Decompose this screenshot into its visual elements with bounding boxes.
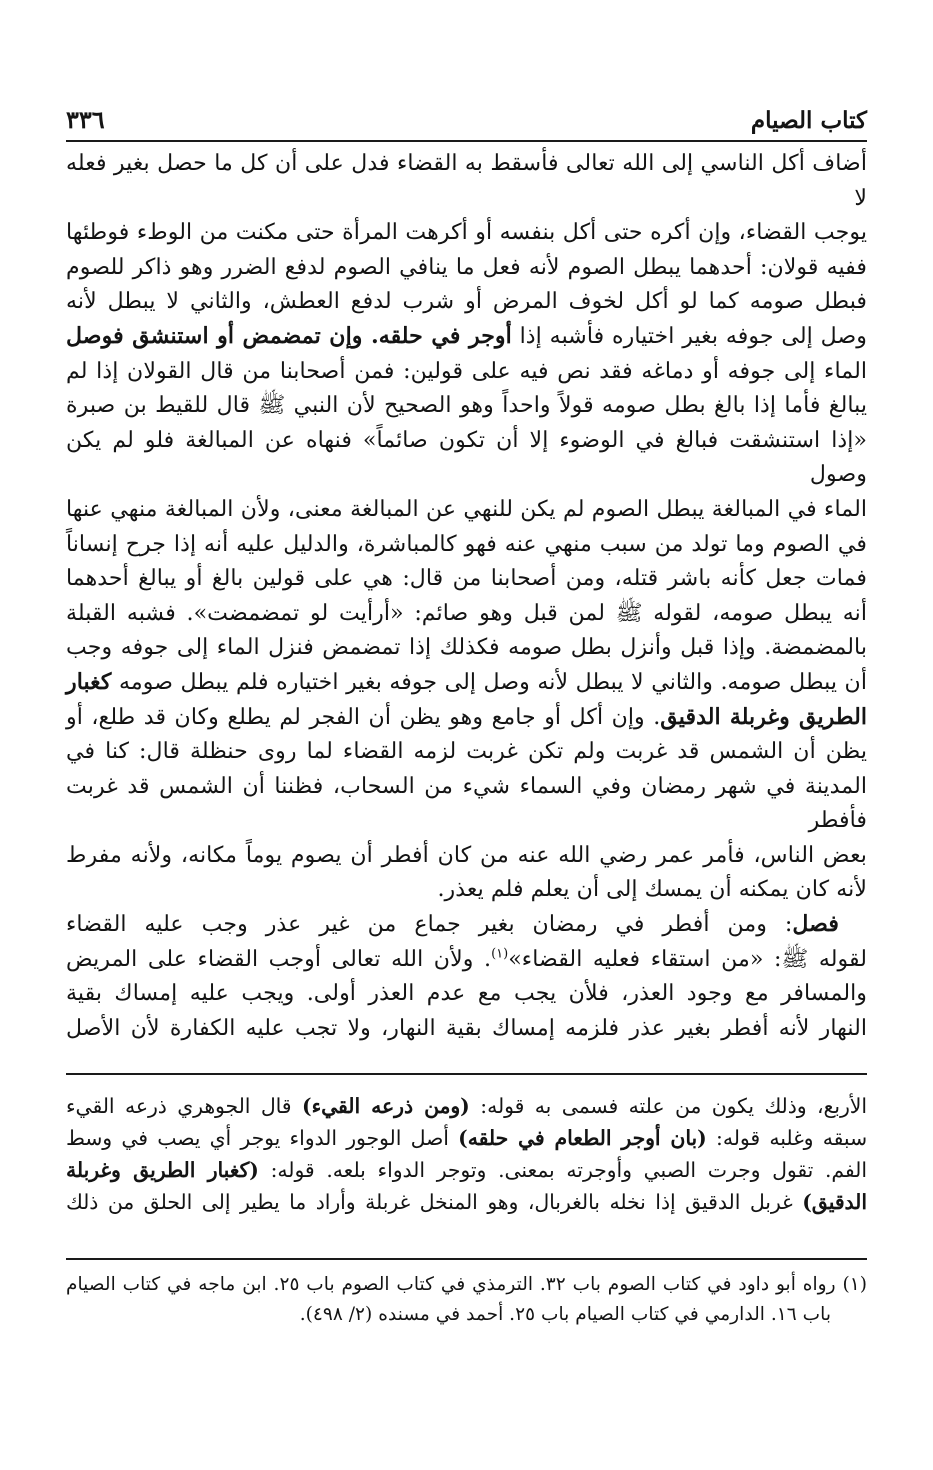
main-text-line: يظن أن الشمس قد غربت ولم تكن غربت لزمه القضاء لما روى حنظلة قال: كنا في bbox=[66, 738, 867, 765]
main-text-line: ففيه قولان: أحدهما يبطل الصوم لأنه فعل ما ينافي الصوم لدفع الضرر وهو ذاكر للصوم bbox=[66, 253, 867, 280]
main-text-line: فبطل صومه كما لو أكل لخوف المرض أو شرب لدفع العطش، والثاني لا يبطل لأنه bbox=[66, 288, 867, 315]
main-text-line: بالمضمضة. وإذا قبل وأنزل بطل صومه فكذلك إذا تمضمض فنزل الماء إلى جوفه وجب bbox=[66, 634, 867, 661]
main-text-line: الماء في المبالغة يبطل الصوم لم يكن للنهي عن المبالغة معنى، ولأن المبالغة منهي عنها bbox=[66, 495, 867, 522]
text-run: غربل الدقيق إذا نخله بالغربال، وهو المنخل غربلة وأراد ما يطير إلى الحلق من ذلك bbox=[66, 1190, 803, 1214]
section-label: فصل bbox=[792, 911, 839, 938]
header-divider bbox=[66, 140, 867, 142]
note-line bbox=[66, 1186, 867, 1218]
main-text-line: بعض الناس، فأمر عمر رضي الله عنه من كان أفطر أن يصوم يوماً مكانه، ولأنه مفرط bbox=[66, 841, 867, 868]
commentary-notes bbox=[66, 1090, 867, 1218]
footnote-ref[interactable]: (١) bbox=[491, 946, 509, 962]
bold-term: الطريق وغربلة الدقيق bbox=[660, 703, 867, 730]
text-run: الأربع، وذلك يكون من علته فسمى به قوله: bbox=[469, 1094, 867, 1118]
text-run: . وإن أكل أو جامع وهو يظن أن الفجر لم يطلع وكان قد طلع، أو bbox=[66, 703, 661, 730]
main-text-line: فمات جعل كأنه باشر قتله، ومن أصحابنا من قال: هي على قولين بالغ أو يبالغ أحدهما bbox=[66, 565, 867, 592]
main-text-line bbox=[66, 665, 867, 700]
bold-term: الدقيق) bbox=[802, 1190, 867, 1214]
section-line bbox=[66, 942, 867, 977]
bold-term: (بان أوجر الطعام في حلقه) bbox=[458, 1126, 707, 1150]
text-run: سبقه وغلبه قوله: bbox=[706, 1126, 868, 1150]
note-line bbox=[66, 1122, 867, 1154]
main-text-line: أضاف أكل الناسي إلى الله تعالى فأسقط به القضاء فدل على أن كل ما حصل بغير فعله لا bbox=[66, 150, 867, 211]
section-line: النهار لأنه أفطر بغير عذر فلزمه إمساك بقية النهار، ولا تجب عليه الكفارة لأن الأصل bbox=[66, 1014, 867, 1041]
page-number: ٣٣٦ bbox=[66, 105, 105, 134]
text-run: الفم. تقول وجرت الصبي وأوجرته بمعنى. وتوجر الدواء بلعه. قوله: bbox=[258, 1158, 867, 1182]
main-text bbox=[66, 146, 867, 1045]
section-line: والمسافر مع وجود العذر، فلأن يجب مع عدم العذر أولى. ويجب عليه إمساك بقية bbox=[66, 980, 867, 1007]
footnote-text: رواه أبو داود في كتاب الصوم باب ٣٢. الترمذي في كتاب الصوم باب ٢٥. ابن ماجه في كتاب الصيام bbox=[66, 1274, 836, 1295]
running-title: كتاب الصيام bbox=[750, 107, 867, 134]
main-text-line: يبالغ فأما إذا بالغ بطل صومه قولاً واحداً وهو الصحيح لأن النبي ﷺ قال للقيط بن صبرة bbox=[66, 392, 867, 419]
main-text-line: المدينة في شهر رمضان وفي السماء شيء من السحاب، فظننا أن الشمس قد غربت فأفطر bbox=[66, 772, 867, 834]
text-run: وصل إلى جوفه بغير اختياره فأشبه إذا bbox=[511, 322, 867, 349]
footnotes bbox=[66, 1270, 867, 1330]
text-run: أصل الوجور الدواء يوجر أي يصب في وسط bbox=[66, 1126, 459, 1150]
text-run: أن يبطل صومه. والثاني لا يبطل لأنه وصل إلى جوفه بغير اختياره فلم يبطل صومه bbox=[111, 668, 867, 695]
text-run: . ولأن الله تعالى أوجب القضاء على المريض bbox=[66, 945, 492, 972]
main-text-line: الماء إلى جوفه أو دماغه فقد نص فيه على قولين: فمن أصحابنا من قال القولان إذا لم bbox=[66, 357, 867, 384]
note-line bbox=[66, 1154, 867, 1186]
main-text-line: أنه يبطل صومه، لقوله ﷺ لمن قبل وهو صائم: «أرأيت لو تمضمضت». فشبه القبلة bbox=[66, 599, 867, 626]
main-text-line bbox=[66, 319, 867, 354]
note-line bbox=[66, 1090, 867, 1122]
main-text-line: «إذا استنشقت فبالغ في الوضوء إلا أن تكون صائماً» فنهاه عن المبالغة فلو لم يكن وصول bbox=[66, 426, 867, 488]
footnote-divider bbox=[66, 1258, 867, 1260]
text-run: : ومن أفطر في رمضان بغير جماع من غير عذر وجب عليه القضاء bbox=[66, 911, 793, 938]
page-header bbox=[66, 100, 867, 134]
text-run: قال الجوهري ذرعه القيء bbox=[66, 1094, 302, 1118]
footnote-marker: (١) bbox=[842, 1274, 867, 1295]
bold-term: (ومن ذرعه القيء) bbox=[301, 1094, 470, 1118]
footnote-item bbox=[66, 1270, 867, 1330]
footnote-line bbox=[66, 1270, 867, 1300]
bold-term: كغبار bbox=[66, 668, 112, 695]
text-run: لقوله ﷺ: «من استقاء فعليه القضاء» bbox=[508, 945, 867, 972]
footnote-line: باب ١٦. الدارمي في كتاب الصيام باب ٢٥. أحمد في مسنده (٢/ ٤٩٨). bbox=[299, 1304, 831, 1325]
section-line bbox=[66, 907, 867, 942]
text-run: . وإن تمضمض أو استنشق فوصل bbox=[66, 322, 379, 349]
main-text-line bbox=[66, 700, 867, 735]
main-text-line: لأنه كان يمكنه أن يمسك إلى أن يعلم فلم يعذر. bbox=[437, 876, 867, 903]
main-text-line: يوجب القضاء، وإن أكره حتى أكل بنفسه أو أكرهت المرأة حتى مكنت من الوطء فوطئها bbox=[66, 219, 867, 246]
main-text-line: في الصوم وما تولد من سبب منهي عنه فهو كالمباشرة، والدليل عليه أنه إذا جرح إنساناً bbox=[66, 530, 867, 557]
bold-term: أوجر في حلقه bbox=[378, 322, 512, 349]
notes-divider bbox=[66, 1073, 867, 1075]
bold-term: (كغبار الطريق وغربلة bbox=[66, 1158, 259, 1182]
